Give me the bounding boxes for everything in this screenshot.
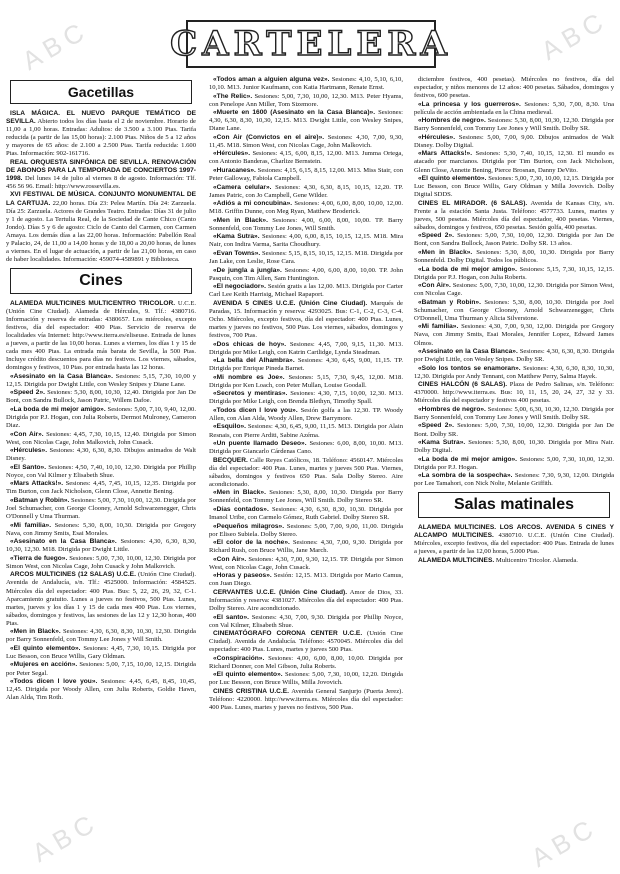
listing-entry xyxy=(6,497,196,521)
listing-entry xyxy=(414,282,614,298)
listing-text: Sesiones: 4,30, 7,00, 9,30, 12,00. Dirigida por Gregory Nava, con Jimmy Smits, Esai Morales, Jennifer Lopez, Edward James Olmos. xyxy=(414,323,614,347)
listing-title: ALAMEDA MULTICINES MULTICENTRO TRICOLOR. xyxy=(10,299,176,307)
column3-list xyxy=(414,76,614,488)
listing-text: U.C.E. (Unión Cine Ciudad). Alameda de Hércules, 9. Tlf.: 4380716. Información y reserva de entradas: 4380657. Los miércoles, excepto festivos, día del espectador: 400 Ptas. Servicio de reserva de localidades vía Internet: http://www.iterra.es/eliseuse. Entrada de lunes a jueves, a partir de las 10,00 horas. Lunes a viernes, los días 1 y 15 de cada mes 400 Ptas. La entrada más barata de Sevilla, la 500 Ptas. Incluye crédito descuentos para días no festivos. Los viernes, sábados, domingos y festivos, 10 Ptas. por entrada hasta las 12 horas. xyxy=(6,299,196,372)
listing-entry xyxy=(414,175,614,199)
listing-entry xyxy=(209,76,403,92)
listing-title: «Conspiración». xyxy=(213,654,265,662)
listing-text: Sesiones: 5,00, 7,30, 10,00, 12,30. M13. Peter Hyams, con Penelope Ann Miller, Tom Sizemore. xyxy=(209,92,403,108)
listing-text: Sesiones: 4,30, 6,30, 8,30, 10,30, 12,30. M18. Dirigida por Dwight Little. xyxy=(6,538,196,554)
listing-entry xyxy=(209,341,403,357)
listing-text: 4380710. U.C.E. (Unión Cine Ciudad). Miércoles, excepto festivos, día del espectador: 400 Ptas. Entrada de lunes a jueves, a partir de las 12,00 horas, 5.000 Ptas. xyxy=(414,532,614,556)
listing-entry xyxy=(6,555,196,571)
listing-title: «Huracanes». xyxy=(213,167,256,175)
listing-title: «Pequeños milagros». xyxy=(213,522,285,530)
listing-title: «Speed 2». xyxy=(10,389,45,397)
listing-entry xyxy=(209,572,403,588)
listing-title: «Speed 2». xyxy=(418,422,454,430)
listing-entry xyxy=(6,447,196,463)
listing-text: Sesiones: 4,10, 5,10, 6,10, 10,10. M13. Junior Kaufmann, con Katia Hartmann, Renate Ernst. xyxy=(209,76,403,92)
listing-entry xyxy=(414,232,614,248)
listing-title: «Hombres de negro». xyxy=(418,405,486,413)
listing-title: «Con Air». xyxy=(10,430,44,438)
listing-title: «Tierra de fuego». xyxy=(10,554,68,562)
cines-list xyxy=(6,300,196,702)
listing-title: «Men in Black». xyxy=(213,216,268,224)
listing-title: «Todos aman a alguien alguna vez». xyxy=(213,76,330,83)
listing-title: CINES EL MIRADOR. (6 SALAS). xyxy=(418,199,528,207)
listing-entry xyxy=(209,250,403,266)
listing-text: Sesiones: 4,45, 7,45, 10,15, 12,35. Dirigida por Tim Burton, con Jack Nicholson, Glenn Close, Annette Bening. xyxy=(6,480,196,496)
listing-title: «Secretos y mentiras». xyxy=(213,390,288,398)
listing-entry xyxy=(209,440,403,456)
listing-title: «El quinto elemento». xyxy=(10,644,81,652)
listing-title: «Solo los tontos se enamoran». xyxy=(418,364,521,372)
listing-entry xyxy=(6,571,196,627)
listing-text: Avenida General Sanjurjo (Puerta Jerez). Teléfono: 4220000. http://www.iterra.es. Miércoles día del espectador: 400 Ptas. Lunes, martes y jueves no festivos, 500 Ptas. xyxy=(209,687,403,712)
listing-entry xyxy=(209,655,403,671)
listing-entry xyxy=(414,150,614,174)
listing-text: Abierto todos los días hasta el 2 de noviembre. Horario de 11,00 a 1,00 horas. Entradas: Adultos: de 3.500 a 3.100 Ptas. Tarifa reducida (a partir de las 15,00 horas): 2.100 Ptas. Niños de 5 a 12 años y mayores de 65 años: de 2.100 a 2.500 Ptas. Tarifa reducida: 1.600 Ptas. Información: 902-161716. xyxy=(6,118,196,158)
listing-entry xyxy=(209,556,403,572)
watermark-top-right: ABC xyxy=(535,4,613,66)
listing-text: Sesiones: 4,30, 6,30, 8,15, 10,15, 12,20. TP. James Patric, con Jo Campbell, Gene Wilder. xyxy=(209,183,403,199)
column-middle xyxy=(209,76,403,866)
listing-title: «Con Air». xyxy=(213,555,247,563)
listing-entry xyxy=(6,389,196,405)
watermark-top-left: ABC xyxy=(17,14,94,76)
section-cines xyxy=(10,268,192,294)
listing-title: «La boda de mi mejor amigo». xyxy=(10,406,106,413)
listing-title: «El quinto elemento». xyxy=(418,175,487,183)
listing-entry xyxy=(414,406,614,422)
listing-entry xyxy=(414,101,614,117)
listing-title: CERVANTES U.C.E. (Unión Cine Ciudad). xyxy=(213,588,348,596)
listing-text: Sesiones: 4,30, 6,45, 9,00, 11,15. M13. Dirigida por Alain Resnais, con Pierre Arditi, Sabine Azéma. xyxy=(209,423,403,439)
listing-text: Sesiones: 4,30, 7,00, 9,30. Dirigida por Richard Rush, con Bruce Willis, Jane March. xyxy=(209,539,403,555)
listing-text: Sesiones: 4,50, 7,40, 10,10, 12,30. Dirigida por Phillip Noyce, con Val Kilmer y Elisabeth Shue. xyxy=(6,463,196,479)
listing-entry xyxy=(414,266,614,282)
listing-entry xyxy=(6,110,196,158)
listing-text: Sesiones: 4,30, 7,00, 9,30, 12,15. TP. Dirigida por Simon West, con Nicolas Cage, John Cusack. xyxy=(209,555,403,571)
listing-text: Sesiones: 4,30, 7,15, 10,00, 12,30. M13. Dirigida por Mike Leigh, con Brenda Blethyn, Timothy Spall. xyxy=(209,390,403,406)
listing-entry xyxy=(209,407,403,423)
listing-text: Sesiones: 5,30, 8,00, 10,30. Dirigida por Joel Schumacher, con George Clooney, Arnold Schwarzenegger, Chris O'Donnell, Uma Thurman y Alicia Silverstone. xyxy=(414,298,614,322)
listing-text: 22,00 horas. Día 23: Pelea Martín. Día 24: Zarzuela. Día 25: Zarzuela. Actores de Grandes Teatro. Entradas: Días 31 de julio y 1 de agosto. La Tertulia Real, de la Sociedad de Cante Chico (Canto Jondo). Días 5 y 6 de agosto: Ciclo de Canto del Carmen, con Carmen Amaya. Los demás días a las 22,00 horas. Información: Pabellón Real y Palacio, 24, de 11,00 a 14,00 horas y de 18,00 a 20,00 horas, de lunes a viernes. En el lugar de actuación, a partir de las 21,00 horas, en caso de haber localidades. Información: 459074-4589891 y Biblioteca. xyxy=(6,199,196,263)
listing-text: Sesiones: 5,00, 7,15, 10,00, 12,15. Dirigida por Peter Segal. xyxy=(6,661,196,677)
listing-title: ALAMEDA MULTICINES. LOS ARCOS. AVENIDA 5 CINES Y ALCAMPO MULTICINES. xyxy=(414,524,614,540)
listing-text: Sesiones: 5,00, 6,30, 10,30, 12,30. Dirigida por Barry Sonnenfeld, con Tommy Lee Jones y Will Smith. Dolby SR. xyxy=(414,405,614,421)
listing-title: CINEMATÓGRAFO CORONA CENTER U.C.E. xyxy=(213,630,363,638)
column-left xyxy=(6,76,196,866)
matinales-list xyxy=(414,524,614,565)
listing-title: «El negociador». xyxy=(213,283,266,291)
listing-title: «Adiós a mi concubina». xyxy=(213,200,293,208)
listing-entry xyxy=(209,589,403,613)
listing-entry xyxy=(209,614,403,630)
listing-entry xyxy=(6,522,196,538)
listing-entry xyxy=(209,167,403,183)
listing-text: Sesiones: 5,00, 7,30, 10,00, 12,30. Dirigida por Joel Schumacher, con George Clooney, Arnold Schwarzenegger, Chris O'Donnell y Uma Thurman. xyxy=(6,497,196,521)
listing-title: «Mujeres en acción». xyxy=(10,661,78,669)
listing-text: Sesiones: 4,30, 6,30, 8,30, 10,30, 12,15. M13. Dwight Little, con Wesley Snipes, Diane Lane. xyxy=(209,109,403,133)
listing-entry xyxy=(209,217,403,233)
column2-list xyxy=(209,76,403,712)
listing-entry xyxy=(209,539,403,555)
listing-text: Sesiones: 5,15, 7,30, 10,00 y 12,15. Dirigida por Dwight Little, con Wesley Snipes y Diane Lane. xyxy=(6,372,196,388)
listing-text: Sesiones: 4,30, 6,45, 9,00, 11,15. TP. Dirigida por Enrique Pineda Barnet. xyxy=(209,357,403,373)
listing-entry xyxy=(414,323,614,347)
section-gacetillas xyxy=(10,80,192,104)
listing-title: «Muerte en 1600 (Asesinato en la Casa Blanca)». xyxy=(213,109,376,117)
listing-entry xyxy=(414,422,614,438)
listing-title: «Kama Sutra». xyxy=(418,439,466,447)
listing-title: «Hércules». xyxy=(10,447,48,455)
listing-entry xyxy=(414,381,614,405)
listing-entry xyxy=(414,200,614,232)
listing-entry xyxy=(414,76,614,100)
listing-title: «Mi familia». xyxy=(418,323,459,331)
listing-text: Sesiones: 5,15, 7,30, 9,45, 12,00. M18. Dirigida por Ken Loach, con Peter Mullan, Louise Goodall. xyxy=(209,373,403,389)
listing-title: «Con Air». xyxy=(418,282,451,290)
listing-title: «De jungla a jungla». xyxy=(213,266,282,274)
section-title-gacetillas: Gacetillas xyxy=(67,84,135,100)
listing-title: CINES CRISTINA U.C.E. xyxy=(213,687,289,695)
listing-title: «Dos chicas de hoy». xyxy=(213,340,287,348)
listing-title: «La princesa y los guerreros». xyxy=(418,100,521,108)
listing-entry xyxy=(209,390,403,406)
listing-text: Sesiones: 5,30, 7,00, 8,30. Una película de acción ambientada en la China medieval. xyxy=(414,100,614,116)
listing-title: «Mars Attacks!». xyxy=(418,150,473,158)
listing-entry xyxy=(6,373,196,389)
listing-text: Sesiones: 7,30, 9,30, 12,00. Dirigida por Lee Tamahori, con Nick Nolte, Melanie Griffith. xyxy=(414,472,614,488)
listing-entry xyxy=(209,300,403,340)
masthead-title: CARTELERA xyxy=(170,24,452,64)
listing-text: Sesiones: 4,45, 7,00, 9,15, 11,30. M13. Dirigida por Mike Leigh, con Katrin Cartlidge, Lynda Steadman. xyxy=(209,340,403,356)
section-salas-matinales xyxy=(418,492,610,518)
listing-text: Sesiones: 5,30, 8,00, 10,30, 12,30. Dirigida por Barry Sonnenfeld, con Tommy Lee Jones y Will Smith. Dolby SR. xyxy=(414,117,614,133)
listing-entry xyxy=(209,357,403,373)
listing-text: Sesiones: 5,00, 7,00, 9,00, 11,00. Dirigida por Eliseo Subiela. Dolby Stereo. xyxy=(209,522,403,538)
listing-entry xyxy=(209,93,403,109)
listing-text: Sesión gratis a las 12,00. M13. Dirigida por Carter Carl Lee Keith Harrisig, Michael Rapaport. xyxy=(209,283,403,299)
listing-title: «Todos dicen I love you». xyxy=(213,406,298,414)
section-title-matinales: Salas matinales xyxy=(453,496,575,514)
listing-title: «Evan Towns». xyxy=(213,249,261,257)
listing-title: «Kama Sutra». xyxy=(213,233,260,241)
listing-text: (Unión Cine Ciudad). Avenida de Andalucía. Teléfono: 4570045. Miércoles día del espectador: 400 Ptas. Lunes, martes y jueves 500 Ptas. xyxy=(209,630,403,654)
listing-entry xyxy=(6,159,196,191)
listing-title: CINES HALCÓN (6 SALAS). xyxy=(418,381,508,389)
listing-title: «Esquilo». xyxy=(213,423,246,431)
listing-entry xyxy=(209,184,403,200)
listing-text: Sesiones: 5,15, 8,15, 10,15, 12,15. M18. Dirigida por Jan Lake, con Leslie, Rose Cara. xyxy=(209,249,403,266)
listing-title: «La boda de mi mejor amigo». xyxy=(418,455,518,463)
listing-text: Sesiones: 4,30, 6,30, 8,30, 10,30. Dirigida por Imanol Uribe, con Carmelo Gómez, Ruth Gabriel. Dolby Stereo SR. xyxy=(209,505,403,521)
listing-text: Sesiones: 4,00, 6,00, 8,00, 10,00. TP. Barry Sonnenfeld, con Tommy Lee Jones, Will Smith. xyxy=(209,216,403,232)
listing-entry xyxy=(209,688,403,712)
listing-text: Sesión golfa a las 12,30. TP. Woody Allen, con Alan Alda, Woody Allen, Drew Barrymore. xyxy=(209,406,403,422)
listing-entry xyxy=(414,472,614,488)
listing-entry xyxy=(414,117,614,133)
listing-text: Sesiones: 5,30, 8,00, 10,30. Dirigida por Gregory Nava, con Jimmy Smits, Esai Morales. xyxy=(6,521,196,537)
listing-text: Sesiones: 5,00, 7,00, 9,00. Dibujos animados de Walt Disney. Dolby Digital. xyxy=(414,133,614,149)
listing-title: ALAMEDA MULTICINES. xyxy=(418,557,495,565)
listing-entry xyxy=(209,489,403,505)
masthead xyxy=(170,20,452,68)
listing-entry xyxy=(414,299,614,323)
listing-entry xyxy=(6,300,196,372)
listing-title: «Mars Attacks!». xyxy=(10,480,64,488)
listing-title: «Mi nombre es Joe». xyxy=(213,373,285,381)
column-right xyxy=(414,76,614,866)
listing-text: Sesiones: 4,00, 6,00, 8,15, 10,15, 12,15. M18. Mira Nair, con Indira Varma, Sarita Choudhury. xyxy=(209,233,403,249)
listing-entry xyxy=(209,150,403,166)
listing-entry xyxy=(209,423,403,439)
listing-entry xyxy=(209,457,403,489)
listing-text: Amor de Dios, 33. Información y reserva: 4381027. Miércoles día del espectador: 400 Ptas. Dolby Stereo. Aire acondicionado. xyxy=(209,588,403,612)
listing-text: Sesiones: 4,00, 6,00, 8,00, 10,00. Dirigida por Richard Donner, con Mel Gibson, Julia Roberts. xyxy=(209,654,403,670)
listing-title: «Asesinato en la Casa Blanca». xyxy=(10,538,117,546)
listing-entry xyxy=(414,365,614,381)
listing-text: Sesiones: 5,30, 8,00, 10,30, 12,40. Dirigida por Jan De Bont, con Sandra Bullock, Jason Patric, Willem Dafoe. xyxy=(6,389,196,405)
listing-text: Sesiones: 5,15, 7,30, 10,15, 12,15. Dirigida por P.J. Hogan, con Julia Roberts. xyxy=(414,265,614,281)
listing-entry xyxy=(6,480,196,496)
listing-text: Sesiones: 4,00, 6,00, 8,00, 10,00. TP. John Pasquin, con Tim Allen, Sam Huntington. xyxy=(209,266,403,282)
listing-title: «El quinto elemento». xyxy=(213,671,283,679)
listing-title: BECQUER. xyxy=(213,456,248,464)
listing-text: Calle Reyes Católicos, 18. Teléfono: 4560147. Miércoles día del espectador: 400 Ptas. Lunes, martes y jueves 500 Ptas. Viernes, sábados, domingos y festivos 650 Ptas. Sala Dolby Stereo. Aire acondicionado. xyxy=(209,456,403,488)
listing-text: Sesiones: 4,15, 6,00, 8,15, 12,00. M13. Jumma Ortega, con Antonio Banderas, Charlize Bernstein. xyxy=(209,150,403,166)
listing-title: «Hombres de negro». xyxy=(418,117,486,125)
listing-title: «Mi familia». xyxy=(10,521,52,529)
listing-text: Sesiones: 5,00, 7,30, 10,00, 12,15. Dirigida por Luc Besson, con Bruce Willis, Gary Oldman y Milla Jovovich. Dolby Digital SDDS. xyxy=(414,175,614,199)
listing-title: «Men in Black». xyxy=(10,628,61,636)
listing-text: Sesiones: 4,30, 6,30, 8,30, 10,30, 12,30. Dirigida por Barry Sonnenfeld, con Tommy Lee Jones y Will Smith. xyxy=(6,628,196,644)
listing-entry xyxy=(6,431,196,447)
listing-title: «Con Air (Convictos en el aire)». xyxy=(213,133,325,141)
listing-title: «Asesinato en la Casa Blanca». xyxy=(418,348,518,356)
listing-entry xyxy=(414,249,614,265)
listing-entry xyxy=(414,557,614,565)
listing-title: «El Santo». xyxy=(10,463,47,471)
listing-text: Multicentro Tricolor. Alameda. xyxy=(495,557,578,565)
listing-title: «Todos dicen I love you». xyxy=(10,678,98,686)
listing-text: Sesiones: 4,30, 7,00, 9,30. Dirigida por Phillip Noyce, con Val Kilmer, Elisabeth Shue. xyxy=(209,613,403,629)
listing-text: Marqués de Paradas, 15. Información y reserva: 4293025. Bus: C-1, C-2, C-3, C-4. Ocho. Miércoles, excepto festivos, día del espectador: 400 Ptas. Lunes, martes y jueves no festivos, 500 Ptas. Los viernes, sábados, domingos y festivos, 700 Ptas. xyxy=(209,299,403,339)
listing-entry xyxy=(209,233,403,249)
listing-title: «El color de la noche». xyxy=(213,539,290,547)
listing-title: «Días contados». xyxy=(213,505,269,513)
listing-text: Sesiones: 5,00, 7,30, 10,00, 12,30. Dirigida por P.J. Hogan. xyxy=(414,455,614,471)
listing-entry xyxy=(209,109,403,133)
listing-text: Sesiones: 5,30, 8,00, 10,30. Dirigida por Mira Nair. Dolby Digital. xyxy=(414,439,614,455)
listing-entry xyxy=(209,283,403,299)
listing-text: Sesiones: 5,30, 7,40, 10,15, 12,30. El mundo es atacado por marcianos. Dirigida por Tim Burton, con Jack Nicholson, Glenn Close, Annette Bening, Pierce Brosnan, Danny DeVito. xyxy=(414,150,614,174)
listing-entry xyxy=(209,134,403,150)
listing-text: Sesiones: 4,30, 6,30, 8,30, 10,30, 12,30. Dirigida por Andy Tennant, con Matthew Perry, Salma Hayek. xyxy=(414,364,614,380)
listing-entry xyxy=(6,661,196,677)
listing-text: Sesiones: 5,00, 7,30, 10,00, 12,20. Dirigida por Luc Besson, con Bruce Willis, Milla Jovovich. xyxy=(209,671,403,687)
listing-title: «Camera celular». xyxy=(213,183,272,191)
listing-title: REAL ORQUESTA SINFÓNICA DE SEVILLA. RENOVACIÓN DE ABONOS PARA LA TEMPORADA DE CONCIERTOS 1997-1998. xyxy=(6,158,196,182)
listing-title: «Speed 2». xyxy=(418,232,454,240)
listing-text: Plaza de Pedro Salinas, s/n. Teléfono: 4370000. http://www.iterra.es. Bus: 10, 11, 15, 20, 24, 27, 32 y 33. Miércoles día del espectador y festivos 400 pesetas. xyxy=(414,381,614,405)
listing-text: Sesiones: 4,30, 6,30, 8,30. Dibujos animados de Walt Disney. xyxy=(6,447,196,463)
listing-entry xyxy=(6,464,196,480)
listing-entry xyxy=(414,439,614,455)
listing-text: Sesiones: 4,45, 7,30, 10,15, 12,40. Dirigida por Simon West, con Nicolas Cage, John Malkovich, John Cusack. xyxy=(6,430,196,446)
listing-title: «El santo». xyxy=(213,613,249,621)
listing-title: «Horas y paseos». xyxy=(213,572,272,580)
section-title-cines: Cines xyxy=(79,271,123,289)
listing-title: «Batman y Robin». xyxy=(10,497,70,505)
watermark-bottom-right: ABC xyxy=(525,811,603,873)
listing-title: AVENIDA 5 CINES U.C.E. (Unión Cine Ciudad). xyxy=(213,299,368,307)
listing-entry xyxy=(414,456,614,472)
listing-text: Avenida de Kansas City, s/n. Frente a la estación Santa Justa. Teléfono: 4577733. Lunes, martes y jueves, 500 pesetas. Miércoles día del espectador, 400 pesetas. Viernes, sábados, domingos y festivos, 650 pesetas. Sesión golfa, 400 pesetas. xyxy=(414,199,614,231)
listing-entry xyxy=(6,191,196,263)
listing-text: (Unión Cine Ciudad). Avenida de Andalucía, s/n. Tlf.: 4525000. Información: 4584525. Miércoles día del espectador: 400 Ptas. Bus: 5, 22, 26, 29, 32, C-1. Aparcamiento gratuito. Lunes a jueves no festivos, 500 Ptas. Lunes, martes, jueves y los días 1 y 15 de cada mes 400 Ptas. Los viernes, sábados, domingos y festivos, las sesiones de las 12 y 12,30 horas, 400 Ptas. xyxy=(6,571,196,627)
listing-title: «Men in Black». xyxy=(418,248,473,256)
listing-text: Sesiones: 4,45, 6,45, 8,45, 10,45, 12,45. Dirigida por Woody Allen, con Julia Roberts, Goldie Hawn, Alan Alda, Tim Roth. xyxy=(6,678,196,702)
listing-text: diciembre festivos, 400 pesetas). Miércoles no festivos, día del espectador, y niños menores de 12 años: 400 pesetas. Sábados, domingos y festivos, 600 pesetas. xyxy=(414,76,614,100)
listing-entry xyxy=(209,523,403,539)
listing-title: «The Relic». xyxy=(213,92,253,100)
listing-entry xyxy=(414,348,614,364)
listing-entry xyxy=(414,134,614,150)
listing-entry xyxy=(209,671,403,687)
listing-entry xyxy=(209,506,403,522)
listing-text: Sesiones: 4,00, 6,00, 8,00, 10,00, 12,00. M18. Griffin Dunne, con Meg Ryan, Matthew Broderick. xyxy=(209,200,403,216)
listing-title: ARCOS MULTICINES (12 SALAS) U.C.E. xyxy=(10,571,136,579)
listing-title: «Men in Black». xyxy=(213,489,266,497)
listing-text: Sesiones: 4,45, 7,30, 10,15. Dirigida por Luc Besson, con Bruce Willis, Gary Oldman. xyxy=(6,644,196,660)
listing-title: «Hércules». xyxy=(418,133,456,141)
listing-title: «Un puente llamado Deseo». xyxy=(213,440,307,448)
listing-title: «La boda de mi mejor amigo». xyxy=(418,265,518,273)
listing-text: Sesiones: 5,00, 7,30, 10,00, 12,30. Dirigida por Jan De Bont, con Sandra Bullock, Jason Patric. Dolby SR. 13 años. xyxy=(414,232,614,248)
listing-text: Sesiones: 5,00, 7,30, 10,00, 12,30. Dirigida por Jan De Bont. Dolby SR. xyxy=(414,422,614,438)
listing-text: Sesiones: 6,00, 8,00, 10,00. M13. Dirigida por Giancarlo Cárdenas Cano. xyxy=(209,440,403,456)
listing-text: Sesiones: 5,00, 7,10, 9,40, 12,00. Dirigida por P.J. Hogan, con Julia Roberts, Dermot Mulroney, Cameron Diaz. xyxy=(6,406,196,430)
listing-title: «La sombra de la sospecha». xyxy=(418,472,513,480)
listing-entry xyxy=(6,538,196,554)
listing-title: ISLA MÁGICA. EL NUEVO PARQUE TEMÁTICO DE SEVILLA. xyxy=(6,110,196,126)
listing-text: Sesiones: 4,30, 7,00, 9,30, 11,45. M18. Simon West, con Nicolas Cage, John Malkovich. xyxy=(209,133,403,149)
listing-entry xyxy=(6,406,196,430)
listing-entry xyxy=(209,267,403,283)
listing-entry xyxy=(209,630,403,654)
listing-title: «Asesinato en la Casa Blanca». xyxy=(10,372,113,380)
listing-text: Sesiones: 5,00, 7,30, 10,00, 12,30. Dirigida por Simon West, con Nicolas Cage. xyxy=(414,282,614,298)
listing-title: «La bella del Alhambra». xyxy=(213,357,295,365)
listing-text: Sesiones: 4,30, 6,30, 8,30. Dirigida por Dwight Little, con Wesley Snipes. Dolby SR. xyxy=(414,348,614,364)
listing-entry xyxy=(414,524,614,556)
listing-entry xyxy=(6,628,196,644)
listing-entry xyxy=(6,645,196,661)
listing-text: Sesiones: 5,30, 8,00, 10,30. Dirigida por Barry Sonnenfeld, con Tommy Lee Jones, Will Smith. Dolby Stereo SR. xyxy=(209,489,403,505)
listing-entry xyxy=(209,200,403,216)
listing-entry xyxy=(209,374,403,390)
listing-text: Sesiones: 4,15, 6,15, 8,15, 12,00. M13. Miss Stair, con Peter Galloway, Fabiola Campbell. xyxy=(209,167,403,183)
watermark-bottom-left: ABC xyxy=(27,806,104,868)
listing-entry xyxy=(6,678,196,702)
listing-title: «Batman y Robin». xyxy=(418,298,481,306)
listing-text: Sesiones: 5,30, 8,00, 10,30. Dirigida por Barry Sonnenfeld. Dolby Digital. Todos los públicos. xyxy=(414,248,614,265)
listing-text: Del lunes 14 de julio al viernes 8 de agosto. Información: Tlf. 456 56 96. Email: http://www.rossevilla.es. xyxy=(6,174,196,190)
gacetillas-list xyxy=(6,110,196,264)
listing-title: «Hércules». xyxy=(213,150,251,158)
listing-text: Sesión: 12,15. M13. Dirigida por Mario Camus, con Juan Diego. xyxy=(209,572,403,588)
listing-title: XVI FESTIVAL DE MÚSICA. CONJUNTO MONUMENTAL DE LA CARTUJA. xyxy=(6,191,196,207)
listing-text: Sesiones: 5,00, 7,30, 10,00, 12,30. Dirigida por Simon West, con Nicolas Cage, John Cusack y John Malkovich. xyxy=(6,554,196,570)
